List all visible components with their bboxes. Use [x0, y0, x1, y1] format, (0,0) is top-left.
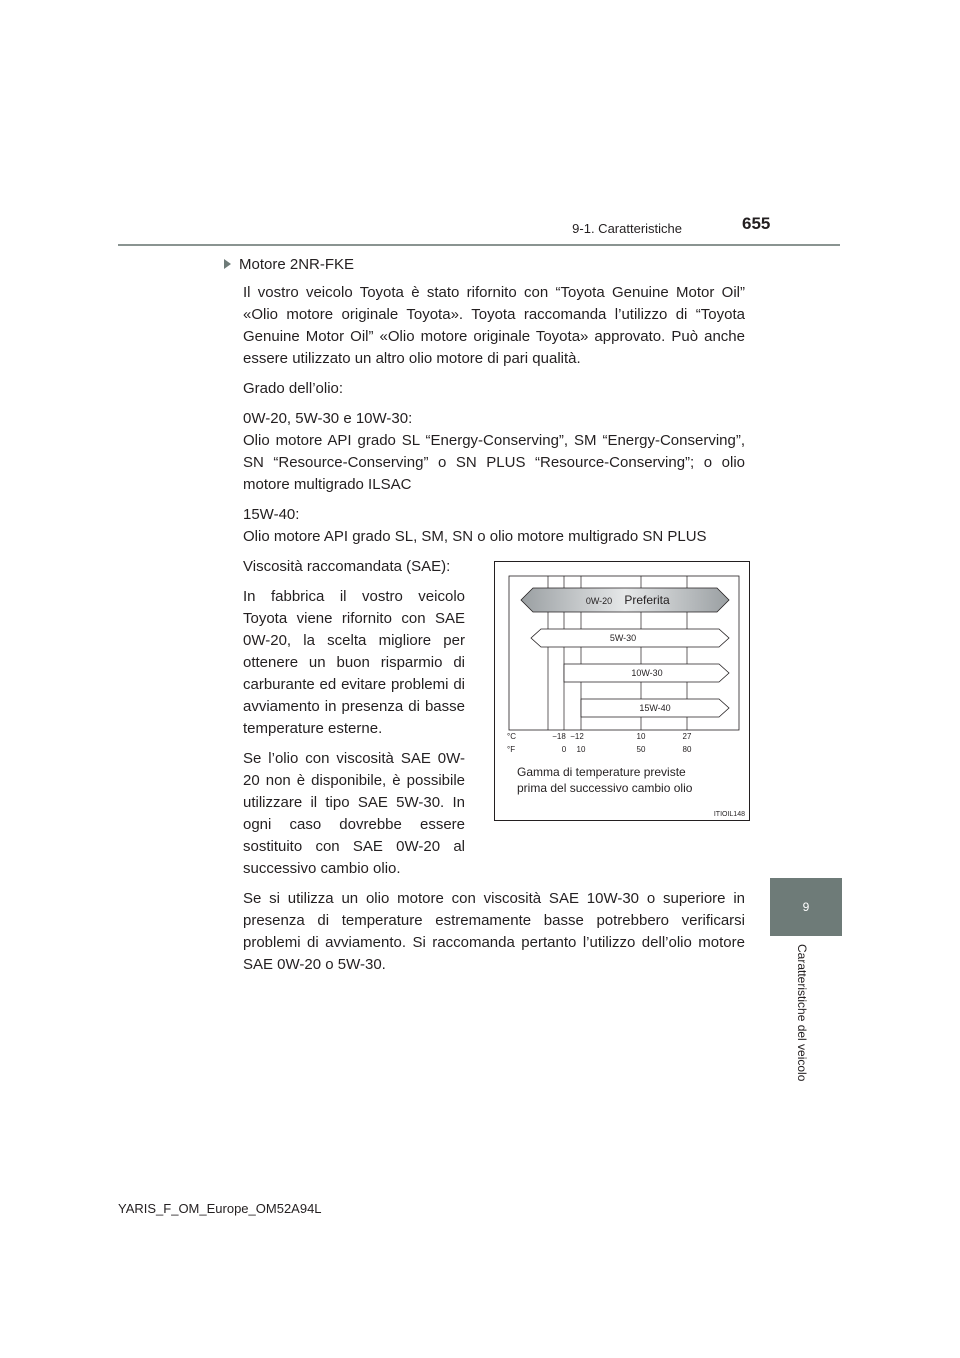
viscosity-label: Viscosità raccomandata (SAE):	[243, 558, 451, 575]
unit-celsius: °C	[507, 732, 516, 741]
grade-2-text: Olio motore API grado SL, SM, SN o olio motore multigrado SN PLUS	[243, 528, 707, 545]
chapter-tab	[770, 878, 842, 936]
grade-label: Grado dell’olio:	[243, 380, 344, 397]
chapter-label: Caratteristiche del veicolo	[795, 944, 809, 1082]
grade-1-text: Olio motore API grado SL “Energy-Conserving”, SM “Energy-Conserving”, SN “Resource-Conserving” o SN PLUS “Resource-Conserving”; o olio motore multigrado ILSAC	[243, 432, 745, 493]
tick-c-3: 10	[636, 732, 646, 741]
tick-f-4: 80	[682, 745, 692, 754]
caption-line-1: Gamma di temperature previste	[517, 765, 686, 779]
intro-paragraph: Il vostro veicolo Toyota è stato rifornito con “Toyota Genuine Motor Oil” «Olio motore originale Toyota». Toyota raccomanda l’utilizzo di “Toyota Genuine Motor Oil” «Olio motore originale Toyota» approvato. Può anche essere utilizzato un altro olio motore di pari qualità.	[243, 284, 745, 367]
bar-15w40-grade: 15W-40	[639, 703, 671, 713]
heading-text: Motore 2NR-FKE	[239, 256, 355, 273]
tick-f-2: 10	[576, 745, 586, 754]
grade-2-title: 15W-40:	[243, 506, 300, 523]
tick-f-3: 50	[636, 745, 646, 754]
viscosity-figure	[494, 561, 750, 821]
grade-1-title: 0W-20, 5W-30 e 10W-30:	[243, 410, 413, 427]
alternative-paragraph: Se l’olio con viscosità SAE 0W-20 non è disponibile, è possibile utilizzare il tipo SAE 5W-30. In ogni caso dovrebbe essere sostituito con SAE 0W-20 al successivo cambio olio.	[243, 750, 465, 877]
caption-line-2: prima del successivo cambio olio	[517, 781, 693, 795]
section-title: 9-1. Caratteristiche	[572, 221, 682, 236]
bar-10w30-grade: 10W-30	[631, 668, 663, 678]
page-number: 655	[742, 214, 771, 233]
bar-0w20-note: Preferita	[624, 593, 670, 607]
tick-c-4: 27	[682, 732, 692, 741]
bar-5w30-grade: 5W-30	[609, 633, 637, 643]
unit-fahrenheit: °F	[507, 745, 516, 754]
chapter-number: 9	[802, 900, 810, 914]
header-divider	[118, 244, 840, 246]
bar-0w20-grade: 0W-20	[585, 596, 613, 606]
figure-code: ITIOIL148	[713, 811, 745, 818]
grade-1	[243, 408, 745, 496]
triangle-bullet-icon	[224, 259, 231, 269]
cold-start-paragraph: Se si utilizza un olio motore con viscosità SAE 10W-30 o superiore in presenza di temperature estremamente basse potrebbero verificarsi problemi di avviamento. Si raccomanda pertanto l’utilizzo dell’olio motore SAE 0W-20 o 5W-30.	[243, 890, 745, 973]
tick-c-1: −18	[552, 732, 566, 741]
document-id: YARIS_F_OM_Europe_OM52A94L	[118, 1201, 322, 1216]
grade-2	[243, 504, 745, 548]
tick-f-1: 0	[561, 745, 567, 754]
factory-paragraph: In fabbrica il vostro veicolo Toyota viene rifornito con SAE 0W-20, la scelta migliore per ottenere un buon risparmio di carburante ed evitare problemi di avviamento in presenza di basse temperature esterne.	[243, 588, 465, 737]
viscosity-chart	[495, 562, 749, 820]
tick-c-2: −12	[570, 732, 584, 741]
